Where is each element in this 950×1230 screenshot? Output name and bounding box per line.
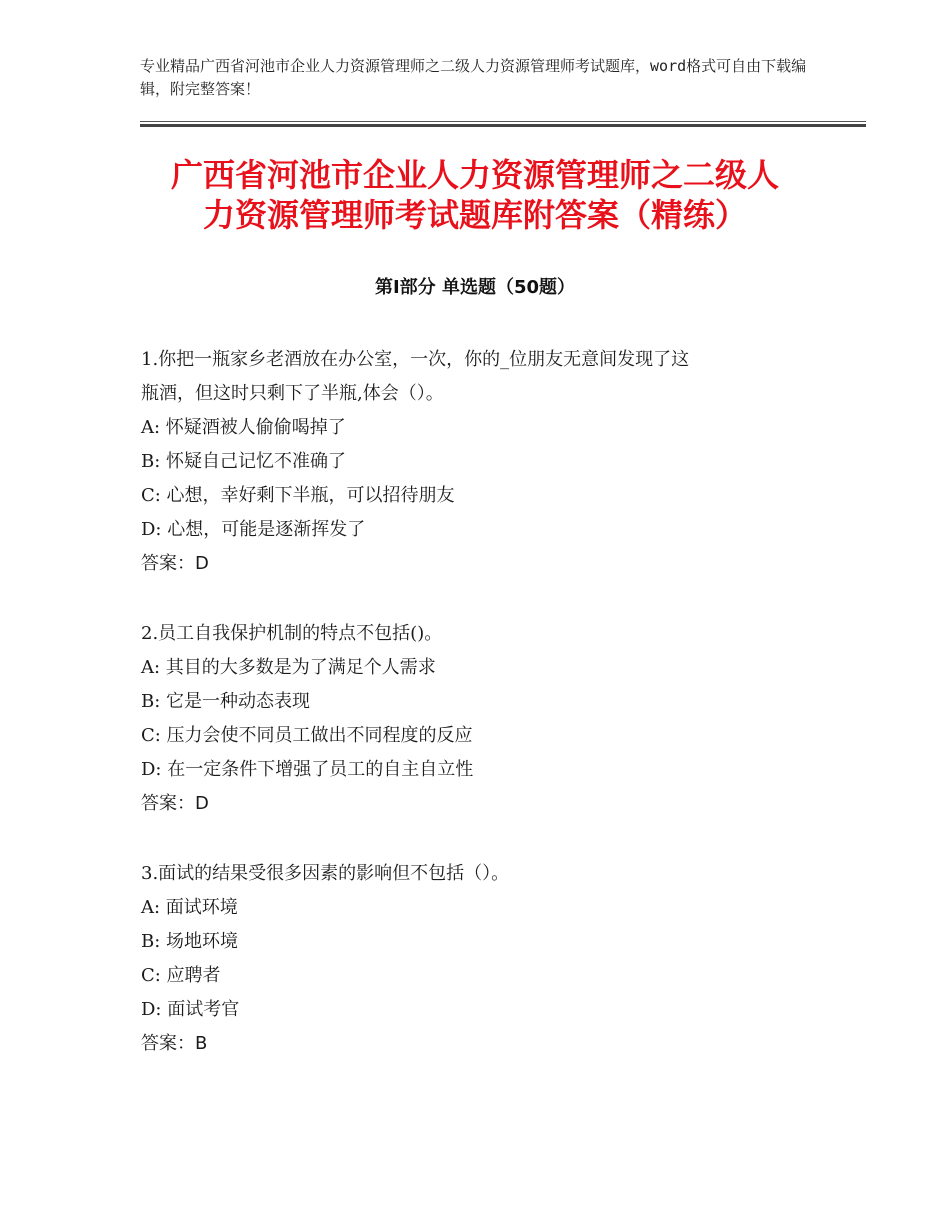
title-line-1: 广西省河池市企业人力资源管理师之二级人: [170, 156, 779, 194]
question-2: [141, 617, 821, 821]
header-note: 专业精品广西省河池市企业人力资源管理师之二级人力资源管理师考试题库，word格式可自由下载编辑，附完整答案！: [140, 57, 807, 98]
option-a: A: 怀疑酒被人偷偷喝掉了: [141, 417, 346, 438]
option-b: B: 场地环境: [141, 931, 239, 952]
question-stem: 2.员工自我保护机制的特点不包括()。: [141, 623, 443, 644]
option-c: C: 心想，幸好剩下半瓶，可以招待朋友: [141, 485, 455, 506]
option-d: D: 在一定条件下增强了员工的自主自立性: [141, 759, 474, 780]
question-list: [141, 343, 821, 1097]
question-stem: 3.面试的结果受很多因素的影响但不包括（）。: [141, 863, 510, 884]
section-title: 第Ⅰ部分 单选题（50题）: [374, 277, 575, 298]
question-stem: 瓶酒，但这时只剩下了半瓶,体会（）。: [141, 383, 444, 404]
option-d: D: 面试考官: [141, 999, 240, 1020]
option-b: B: 怀疑自己记忆不准确了: [141, 451, 347, 472]
answer: 答案：D: [141, 793, 209, 814]
answer: 答案：D: [141, 553, 209, 574]
answer: 答案：B: [141, 1033, 208, 1054]
option-b: B: 它是一种动态表现: [141, 691, 311, 712]
question-3: [141, 857, 821, 1061]
option-a: A: 其目的大多数是为了满足个人需求: [141, 657, 436, 678]
header-divider-thick: [140, 124, 866, 127]
option-c: C: 应聘者: [141, 965, 221, 986]
option-a: A: 面试环境: [141, 897, 238, 918]
header-divider-thin: [140, 121, 866, 122]
option-c: C: 压力会使不同员工做出不同程度的反应: [141, 725, 473, 746]
document-title: [110, 155, 840, 235]
question-stem: 1.你把一瓶家乡老酒放在办公室，一次，你的_位朋友无意间发现了这: [141, 349, 690, 370]
question-1: [141, 343, 821, 581]
option-d: D: 心想，可能是逐渐挥发了: [141, 519, 366, 540]
title-line-2: 力资源管理师考试题库附答案（精练）: [202, 196, 747, 234]
